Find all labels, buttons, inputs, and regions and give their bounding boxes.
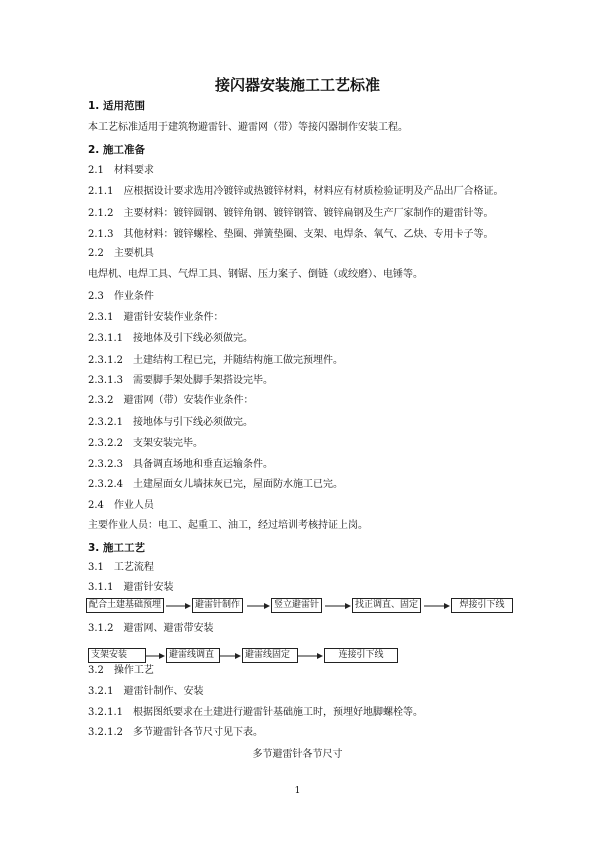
paragraph: 2.3.2.4 土建屋面女儿墙抹灰已完，屋面防水施工已完。	[88, 479, 343, 490]
subheading: 3.2.1 避雷针制作、安装	[88, 686, 204, 697]
paragraph: 电焊机、电焊工具、气焊工具、钢锯、压力案子、倒链（或绞磨）、电锤等。	[88, 269, 423, 280]
subheading: 3.1.2 避雷网、避雷带安装	[88, 623, 214, 634]
flow-step: 支架安装	[88, 648, 146, 663]
subheading: 2.2 主要机具	[88, 248, 154, 259]
heading-scope: 1. 适用范围	[88, 100, 145, 112]
page-number: 1	[294, 786, 301, 796]
flow-step: 避雷线调直	[166, 648, 220, 663]
heading-process: 3. 施工工艺	[88, 542, 145, 554]
page-title: 接闪器安装施工工艺标准	[214, 76, 380, 94]
subheading: 3.1.1 避雷针安装	[88, 582, 174, 593]
paragraph: 2.3.1 避雷针安装作业条件：	[88, 312, 224, 323]
heading-preparation: 2. 施工准备	[88, 144, 145, 156]
paragraph: 2.1.3 其他材料：镀锌螺栓、垫圈、弹簧垫圈、支架、电焊条、氧气、乙炔、专用卡子等。	[88, 229, 494, 240]
subheading: 3.2 操作工艺	[88, 665, 154, 676]
paragraph: 主要作业人员：电工、起重工、油工，经过培训考核持证上岗。	[88, 520, 368, 531]
flow-step: 避雷针制作	[192, 598, 243, 613]
subheading: 2.4 作业人员	[88, 500, 154, 511]
flow-step: 焊接引下线	[451, 598, 513, 613]
paragraph: 2.3.2.1 接地体与引下线必须做完。	[88, 417, 253, 428]
paragraph: 2.3.2 避雷网（带）安装作业条件：	[88, 395, 254, 406]
paragraph: 2.1.1 应根据设计要求选用冷镀锌或热镀锌材料，材料应有材质检验证明及产品出厂合格证。	[88, 186, 504, 197]
flow-step: 配合土建基础预埋	[86, 598, 164, 613]
paragraph: 2.3.1.1 接地体及引下线必须做完。	[88, 333, 253, 344]
subheading: 2.1 材料要求	[88, 165, 154, 176]
paragraph: 2.3.1.3 需要脚手架处脚手架搭设完毕。	[88, 375, 273, 386]
paragraph: 2.3.1.2 土建结构工程已完，并随结构施工做完预埋件。	[88, 355, 343, 366]
paragraph: 3.2.1.1 根据图纸要求在土建进行避雷针基础施工时，预埋好地脚螺栓等。	[88, 707, 423, 718]
paragraph: 2.3.2.2 支架安装完毕。	[88, 438, 203, 449]
table-caption: 多节避雷针各节尺寸	[252, 749, 343, 760]
flow-step: 找正调直、固定	[352, 598, 421, 613]
paragraph: 2.1.2 主要材料：镀锌圆钢、镀锌角钢、镀锌钢管、镀锌扁钢及生产厂家制作的避雷针等。	[88, 208, 494, 219]
paragraph: 2.3.2.3 具备调直场地和垂直运输条件。	[88, 459, 273, 470]
paragraph: 本工艺标准适用于建筑物避雷针、避雷网（带）等接闪器制作安装工程。	[88, 122, 408, 133]
flow-step: 连接引下线	[324, 648, 398, 663]
flow-step: 避雷线固定	[242, 648, 298, 663]
subheading: 2.3 作业条件	[88, 291, 154, 302]
subheading: 3.1 工艺流程	[88, 562, 154, 573]
paragraph: 3.2.1.2 多节避雷针各节尺寸见下表。	[88, 727, 263, 738]
flow-step: 竖立避雷针	[271, 598, 322, 613]
